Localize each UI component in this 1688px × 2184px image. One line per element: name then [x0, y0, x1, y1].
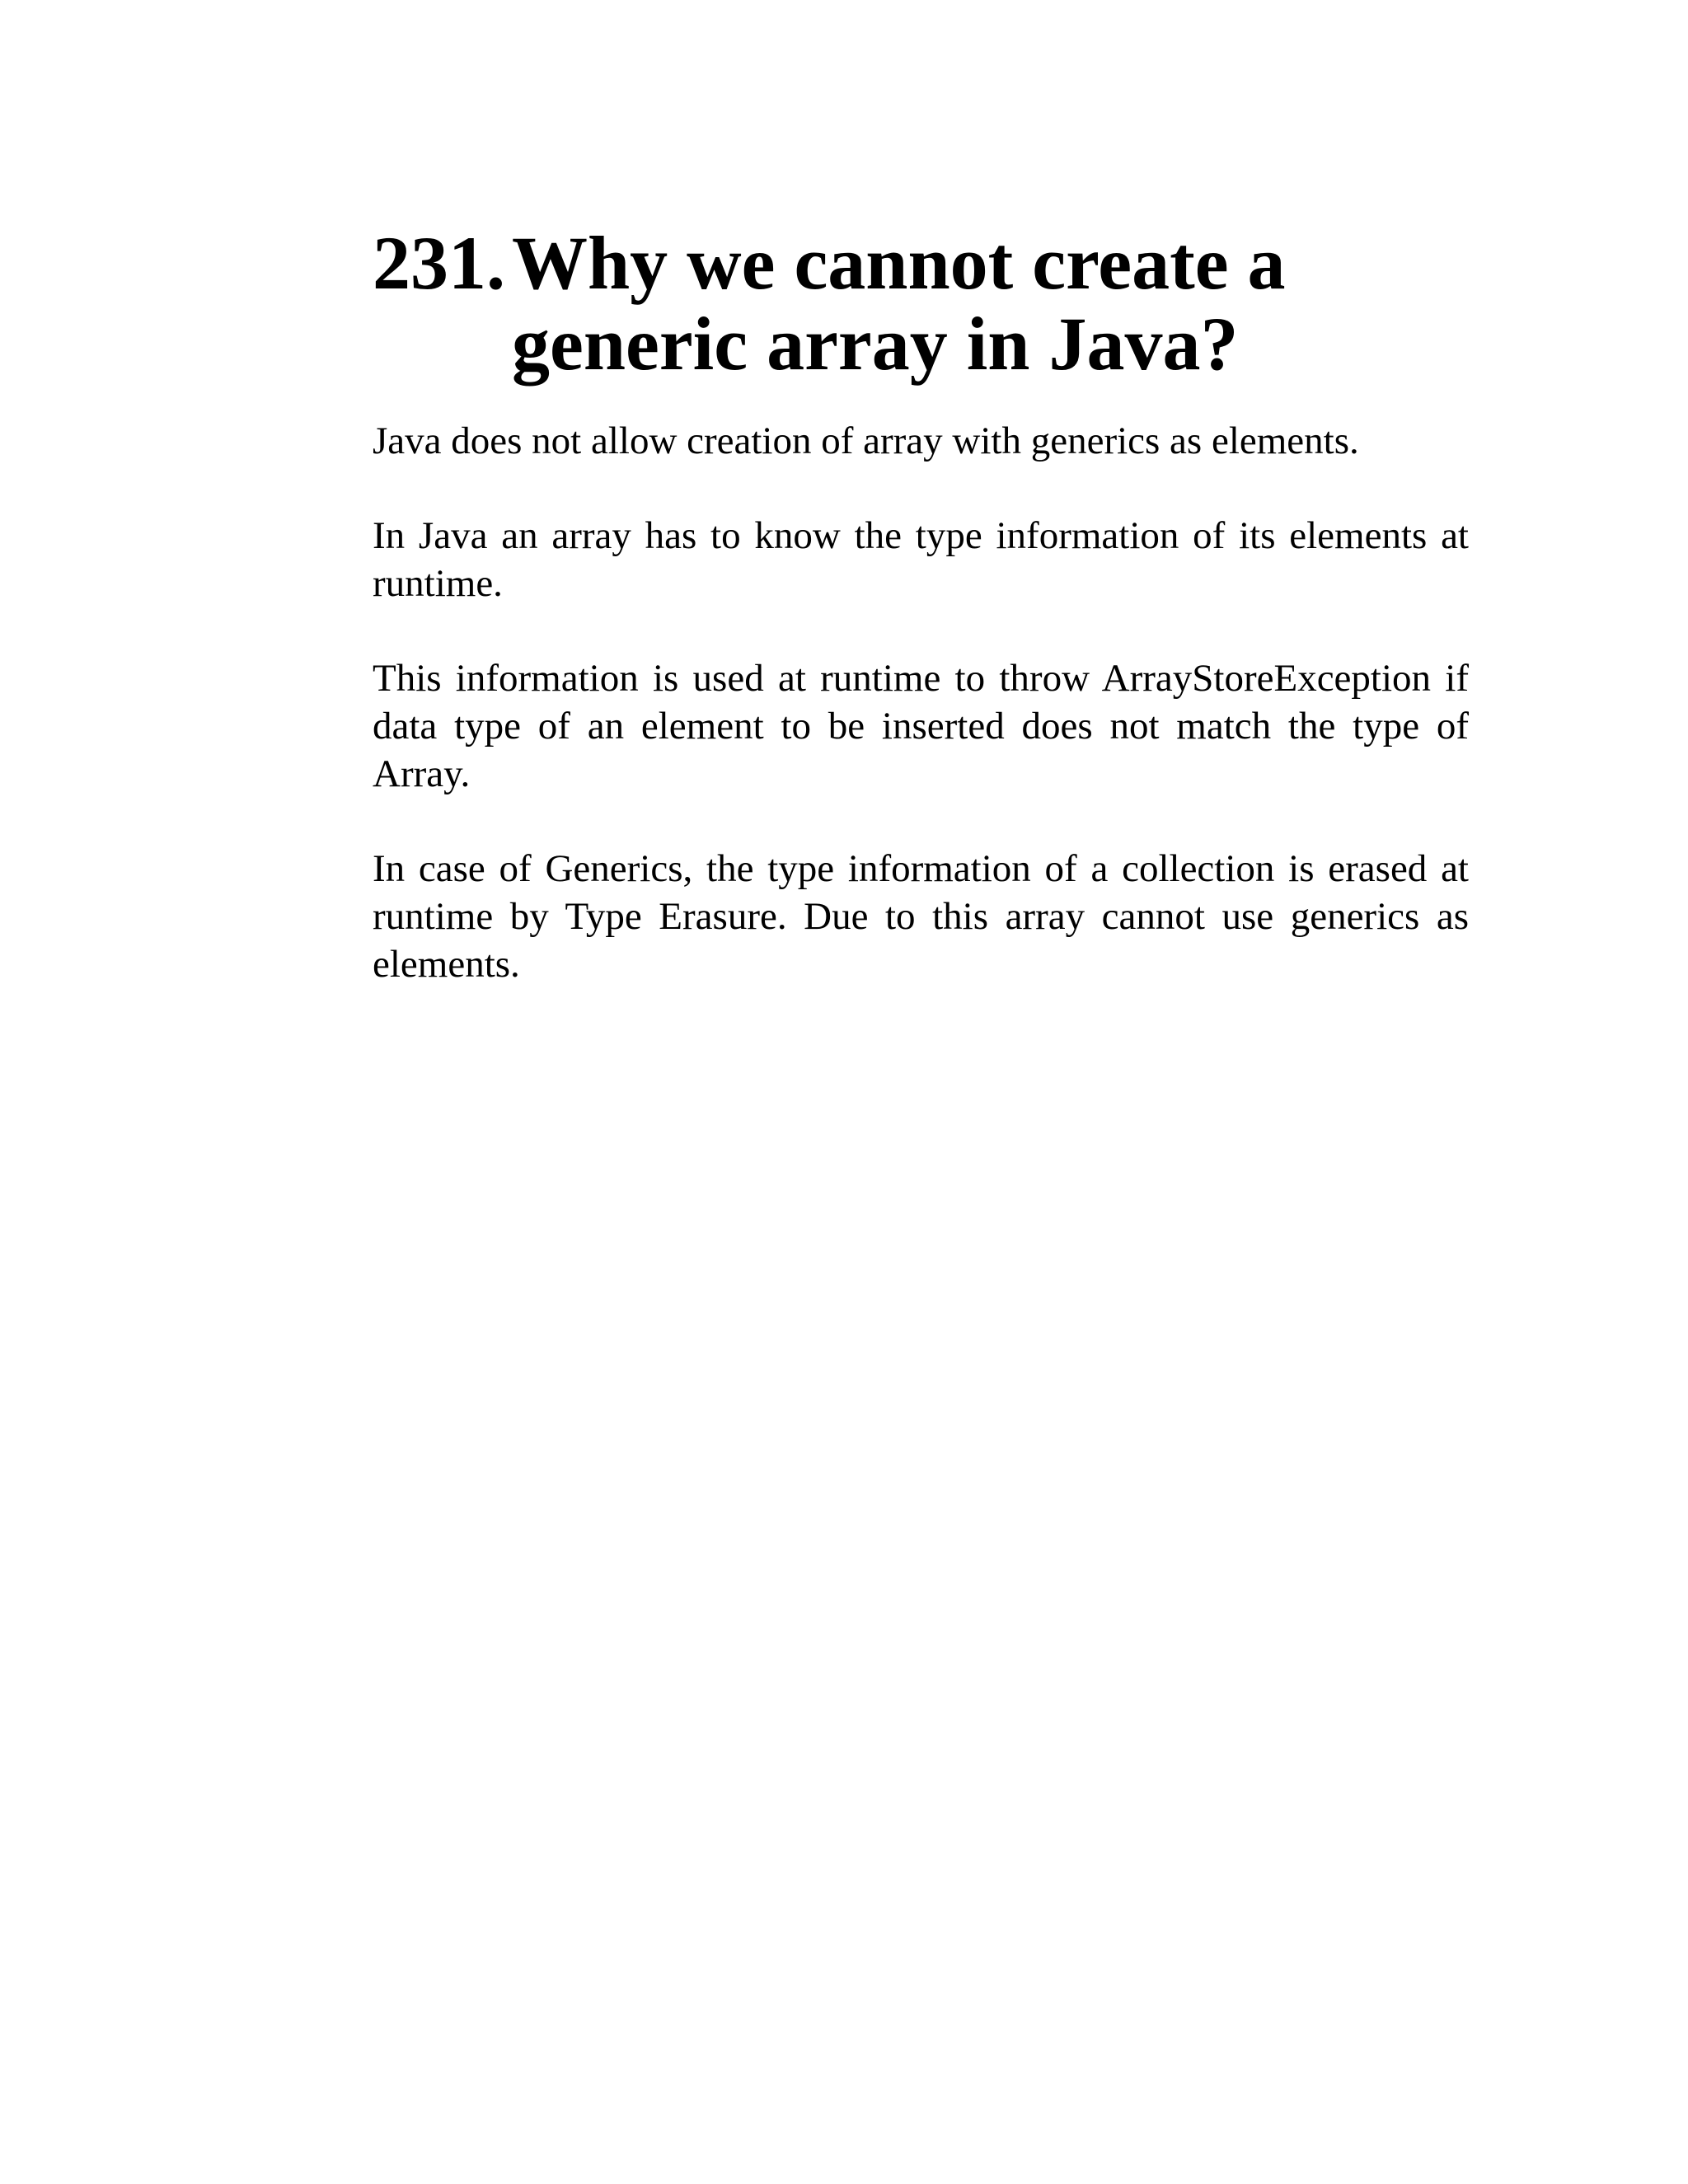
- heading-title: Why we cannot create a generic array in Java?: [512, 221, 1286, 386]
- paragraph: In Java an array has to know the type information of its elements at runtime.: [373, 514, 1469, 605]
- paragraph: This information is used at runtime to throw ArrayStoreException if data type of an element to be inserted does not match the type of Array.: [373, 657, 1469, 795]
- heading-number: 231.: [373, 221, 505, 305]
- document-page: [373, 223, 1469, 1035]
- paragraph: Java does not allow creation of array with generics as elements.: [373, 419, 1359, 462]
- paragraph: In case of Generics, the type information of a collection is erased at runtime by Type Erasure. Due to this array cannot use generics as elements.: [373, 847, 1469, 986]
- section-heading: [373, 223, 1469, 384]
